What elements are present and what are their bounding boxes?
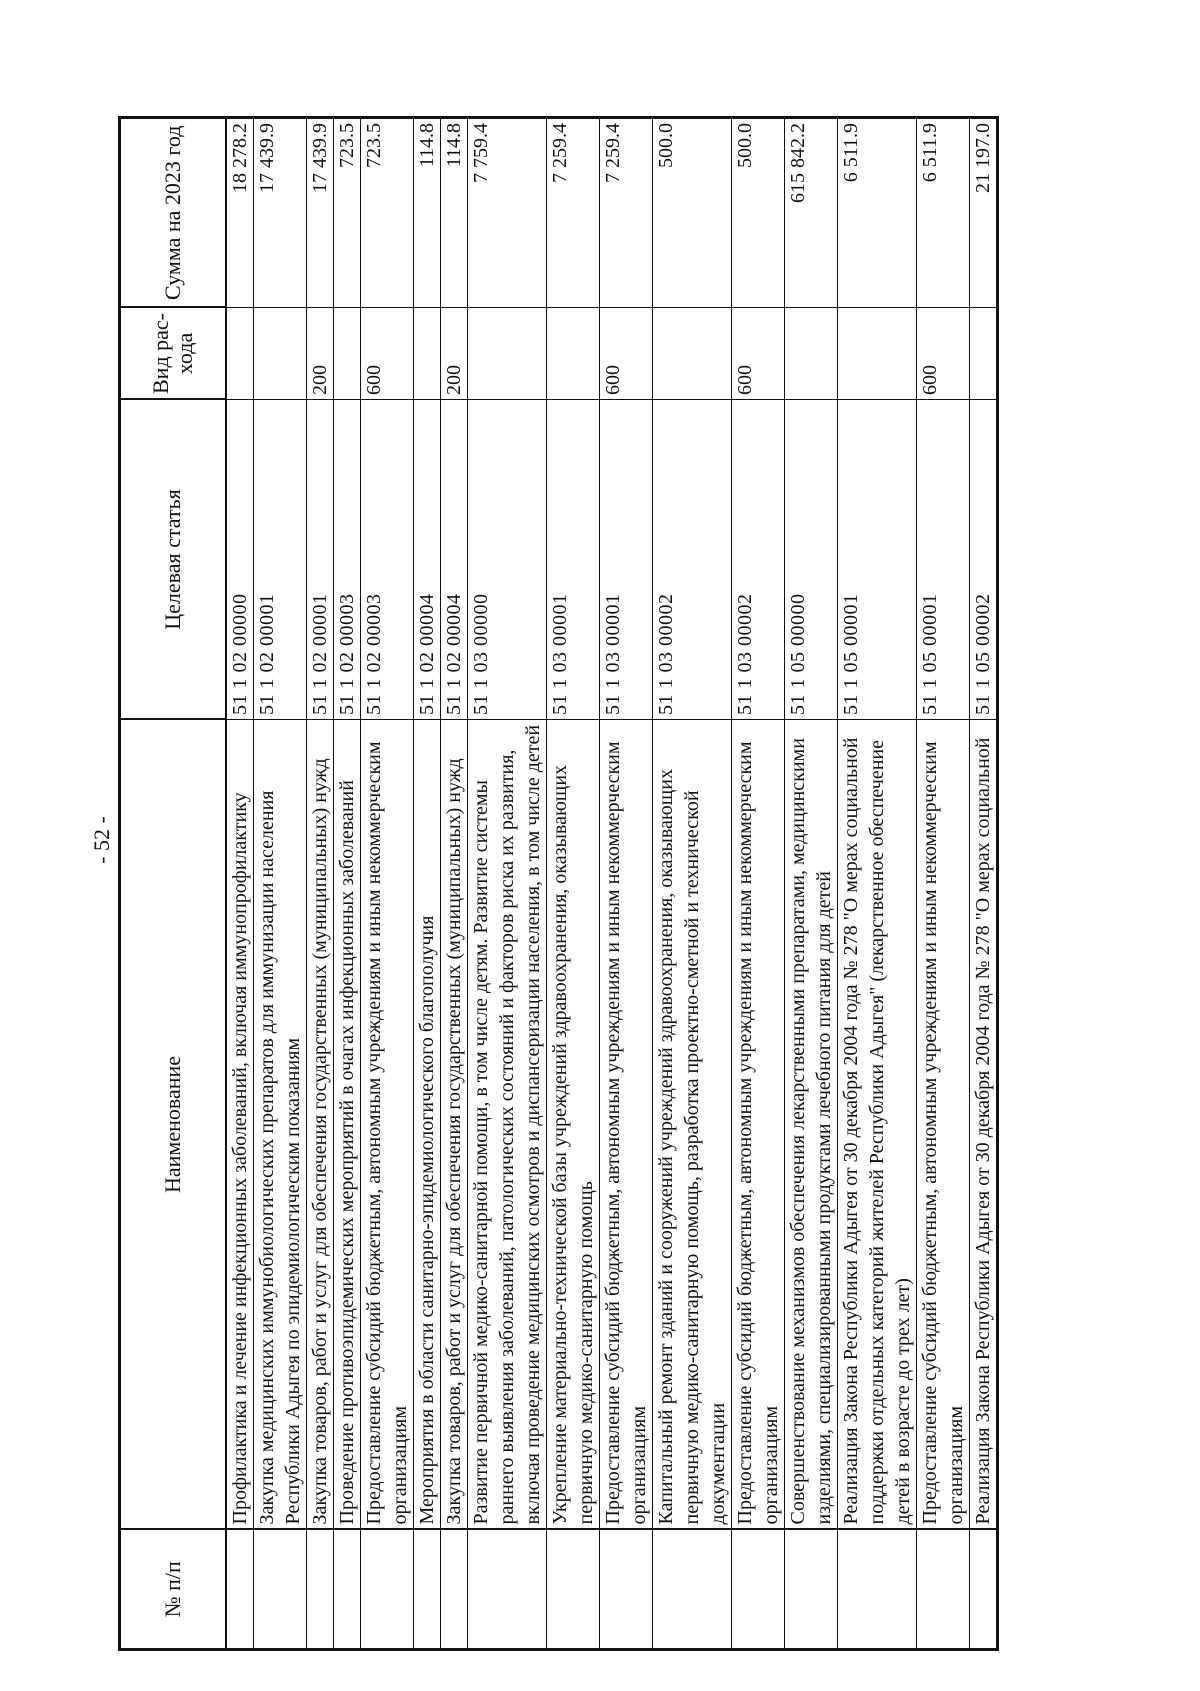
- cell-num: [970, 1530, 998, 1650]
- cell-sum: 21 197.0: [970, 118, 998, 308]
- table-row: [785, 118, 838, 1650]
- cell-type: 600: [732, 308, 785, 400]
- cell-name: Предоставление субсидий бюджетным, автономным учреждениям и иным некоммерческим организациям: [600, 720, 653, 1530]
- cell-target: 51 1 03 00000: [468, 400, 547, 720]
- table-row: [441, 118, 468, 1650]
- cell-num: [600, 1530, 653, 1650]
- cell-name: Реализация Закона Республики Адыгея от 30 декабря 2004 года № 278 "О мерах социальной поддержки отдельных категорий жителей Республики Адыгея" (лекарственное обеспечение детей в возрасте до трех лет): [838, 720, 917, 1530]
- cell-sum: 6 511.9: [838, 118, 917, 308]
- cell-type: 600: [917, 308, 970, 400]
- table-row: [226, 118, 254, 1650]
- cell-num: [785, 1530, 838, 1650]
- cell-target: 51 1 02 00003: [334, 400, 361, 720]
- table-row: [414, 118, 441, 1650]
- cell-target: 51 1 05 00002: [970, 400, 998, 720]
- cell-sum: 723.5: [334, 118, 361, 308]
- table-row: [468, 118, 547, 1650]
- table-row: [600, 118, 653, 1650]
- cell-type: [785, 308, 838, 400]
- cell-target: 51 1 02 00004: [441, 400, 468, 720]
- cell-target: 51 1 05 00001: [838, 400, 917, 720]
- rotated-table-wrapper: [118, 119, 998, 1651]
- cell-num: [334, 1530, 361, 1650]
- cell-num: [414, 1530, 441, 1650]
- table-row: [838, 118, 917, 1650]
- cell-name: Предоставление субсидий бюджетным, автономным учреждениям и иным некоммерческим организациям: [732, 720, 785, 1530]
- cell-sum: 17 439.9: [254, 118, 307, 308]
- table-row: [917, 118, 970, 1650]
- table-body: [226, 118, 998, 1650]
- cell-type: [970, 308, 998, 400]
- table-row: [547, 118, 600, 1650]
- cell-sum: 7 259.4: [547, 118, 600, 308]
- cell-num: [361, 1530, 414, 1650]
- cell-name: Развитие первичной медико-санитарной помощи, в том числе детям. Развитие системы раннего выявления заболеваний, патологических состояний и факторов риска их развития, включая проведение медицинских осмотров и диспансеризации населения, в том числе детей: [468, 720, 547, 1530]
- cell-num: [226, 1530, 254, 1650]
- cell-sum: 723.5: [361, 118, 414, 308]
- cell-type: [468, 308, 547, 400]
- cell-sum: 7 759.4: [468, 118, 547, 308]
- header-type: Вид рас-хода: [120, 308, 227, 400]
- cell-type: 200: [441, 308, 468, 400]
- cell-num: [838, 1530, 917, 1650]
- cell-sum: 615 842.2: [785, 118, 838, 308]
- cell-target: 51 1 02 00000: [226, 400, 254, 720]
- cell-target: 51 1 03 00002: [732, 400, 785, 720]
- header-sum: Сумма на 2023 год: [120, 118, 227, 308]
- table-row: [254, 118, 307, 1650]
- cell-target: 51 1 02 00004: [414, 400, 441, 720]
- cell-target: 51 1 02 00003: [361, 400, 414, 720]
- table-row: [732, 118, 785, 1650]
- table-row: [361, 118, 414, 1650]
- cell-num: [441, 1530, 468, 1650]
- cell-type: [547, 308, 600, 400]
- cell-name: Укрепление материально-технической базы учреждений здравоохранения, оказывающих первичную медико-санитарную помощь: [547, 720, 600, 1530]
- cell-target: 51 1 03 00001: [600, 400, 653, 720]
- cell-name: Предоставление субсидий бюджетным, автономным учреждениям и иным некоммерческим организациям: [917, 720, 970, 1530]
- table-row: [334, 118, 361, 1650]
- cell-type: 200: [307, 308, 334, 400]
- cell-sum: 18 278.2: [226, 118, 254, 308]
- cell-type: 600: [361, 308, 414, 400]
- cell-type: [226, 308, 254, 400]
- cell-type: [653, 308, 732, 400]
- cell-name: Проведение противоэпидемических мероприятий в очагах инфекционных заболеваний: [334, 720, 361, 1530]
- header-num: № п/п: [120, 1530, 227, 1650]
- cell-name: Закупка медицинских иммунобиологических препаратов для иммунизации населения Республики Адыгея по эпидемиологическим показаниям: [254, 720, 307, 1530]
- cell-sum: 17 439.9: [307, 118, 334, 308]
- cell-target: 51 1 05 00001: [917, 400, 970, 720]
- table-row: [970, 118, 998, 1650]
- cell-name: Профилактика и лечение инфекционных заболеваний, включая иммунопрофилактику: [226, 720, 254, 1530]
- cell-target: 51 1 03 00001: [547, 400, 600, 720]
- table-row: [653, 118, 732, 1650]
- cell-sum: 114.8: [414, 118, 441, 308]
- cell-num: [917, 1530, 970, 1650]
- cell-num: [653, 1530, 732, 1650]
- budget-table: [118, 116, 999, 1651]
- cell-sum: 7 259.4: [600, 118, 653, 308]
- cell-type: [414, 308, 441, 400]
- header-target: Целевая статья: [120, 400, 227, 720]
- cell-target: 51 1 02 00001: [254, 400, 307, 720]
- cell-sum: 500.0: [653, 118, 732, 308]
- header-name: Наименование: [120, 720, 227, 1530]
- cell-name: Совершенствование механизмов обеспечения лекарственными препаратами, медицинскими изделиями, специализированными продуктами лечебного питания для детей: [785, 720, 838, 1530]
- cell-num: [468, 1530, 547, 1650]
- cell-name: Предоставление субсидий бюджетным, автономным учреждениям и иным некоммерческим организациям: [361, 720, 414, 1530]
- cell-num: [254, 1530, 307, 1650]
- cell-name: Реализация Закона Республики Адыгея от 30 декабря 2004 года № 278 "О мерах социальной: [970, 720, 998, 1530]
- cell-name: Закупка товаров, работ и услуг для обеспечения государственных (муниципальных) нужд: [307, 720, 334, 1530]
- cell-num: [547, 1530, 600, 1650]
- cell-sum: 500.0: [732, 118, 785, 308]
- cell-target: 51 1 03 00002: [653, 400, 732, 720]
- cell-target: 51 1 05 00000: [785, 400, 838, 720]
- cell-name: Закупка товаров, работ и услуг для обеспечения государственных (муниципальных) нужд: [441, 720, 468, 1530]
- table-row: [307, 118, 334, 1650]
- cell-type: [334, 308, 361, 400]
- cell-sum: 6 511.9: [917, 118, 970, 308]
- page-number: - 52 -: [89, 816, 114, 864]
- cell-name: Мероприятия в области санитарно-эпидемиологического благополучия: [414, 720, 441, 1530]
- cell-type: 600: [600, 308, 653, 400]
- cell-sum: 114.8: [441, 118, 468, 308]
- cell-type: [254, 308, 307, 400]
- cell-num: [732, 1530, 785, 1650]
- cell-target: 51 1 02 00001: [307, 400, 334, 720]
- cell-name: Капитальный ремонт зданий и сооружений учреждений здравоохранения, оказывающих первичную медико-санитарную помощь, разработка проектно-сметной и технической документации: [653, 720, 732, 1530]
- cell-type: [838, 308, 917, 400]
- table-header-row: [120, 118, 227, 1650]
- cell-num: [307, 1530, 334, 1650]
